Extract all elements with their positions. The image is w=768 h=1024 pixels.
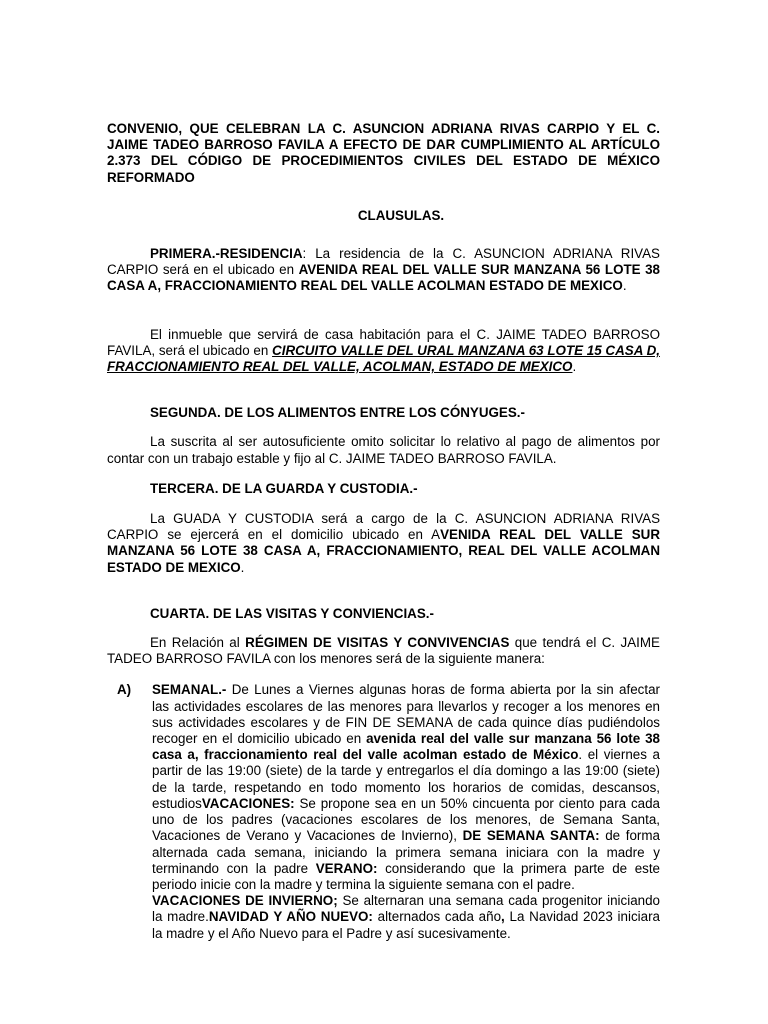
primera-text: : La residencia de la C. ASUNCION ADRIANA RIVAS CARPIO será en el ubicado en [107,246,660,278]
semana-santa-text: de forma alternada cada semana, iniciando la primera semana iniciara con la madre y terminando con la padre [152,828,660,876]
document-page [107,121,660,942]
cuarta-heading: CUARTA. DE LAS VISITAS Y CONVIENCIAS.- [150,605,434,621]
cuarta-intro-bold: RÉGIMEN DE VISITAS Y CONVIVENCIAS [245,635,510,651]
tercera-heading: TERCERA. DE LA GUARDA Y CUSTODIA.- [150,480,418,496]
vacaciones-label: VACACIONES: [201,795,295,811]
semana-santa-label: DE SEMANA SANTA: [462,828,600,844]
verano-label: VERANO: [315,860,378,876]
inmueble-end: . [572,359,577,375]
cuarta-intro [107,635,660,667]
semanal-text: De Lunes a Viernes algunas horas de forma abierta por la sin afectar las actividades escolares de las menores para llevarlos y recoger a los menores en sus actividades escolares y de FIN DE SEMANA de cada quince días pudiéndolos recoger en el domicilio ubicado en [152,682,660,747]
primera-label: PRIMERA.-RESIDENCIA [150,246,303,262]
navidad-label: NAVIDAD Y AÑO NUEVO: [208,909,373,925]
inmueble-text: El inmueble que servirá de casa habitación para el C. JAIME TADEO BARROSO FAVILA, será el ubicado en [107,326,660,358]
invierno-label: VACACIONES DE INVIERNO; [152,893,338,909]
tercera-end: . [240,559,245,575]
segunda-heading: SEGUNDA. DE LOS ALIMENTOS ENTRE LOS CÓNYUGES.- [150,405,525,421]
inmueble-paragraph [107,327,660,376]
cuarta-intro-text-2: que tendrá el C. JAIME TADEO BARROSO FAVILA con los menores será de la siguiente manera: [107,635,660,667]
semanal-text-2: . el viernes a partir de las 19:00 (siete) de la tarde y entregarlos el día domingo a las 19:00 (siete) de la tarde, respetando en todo momento los horarios de comidas, descansos, estudios [152,747,660,811]
list-item-a [107,682,660,941]
tercera-text: La GUADA Y CUSTODIA será a cargo de la C. ASUNCION ADRIANA RIVAS CARPIO se ejercerá en el domicilio ubicado en A [107,511,660,543]
list-marker-a: A) [117,682,132,698]
segunda-text: La suscrita al ser autosuficiente omito solicitar lo relativo al pago de alimentos por contar con un trabajo estable y fijo al C. JAIME TADEO BARROSO FAVILA. [107,434,660,466]
verano-text: considerando que la primera parte de este periodo inicie con la madre y termina la siguiente semana con el padre. [152,860,661,892]
vacaciones-text: Se propone sea en un 50% cincuenta por ciento para cada uno de los padres (vacaciones escolares de los menores, de Semana Santa, Vacaciones de Verano y Vacaciones de Invierno), [152,795,660,844]
semanal-label: SEMANAL.- [152,682,227,698]
invierno-text: Se alternaran una semana cada progenitor iniciando la madre. [152,893,660,925]
navidad-comma: , [501,909,505,925]
cuarta-intro-text: En Relación al [150,635,246,651]
tercera-clause [107,511,660,576]
primera-clause [107,246,660,295]
semanal-address: avenida real del valle sur manzana 56 lote 38 casa a, fraccionamiento real del valle acolman estado de México [152,731,660,763]
inmueble-address: CIRCUITO VALLE DEL URAL MANZANA 63 LOTE 15 CASA D, FRACCIONAMIENTO REAL DEL VALLE, ACOLMAN, ESTADO DE MEXICO [107,342,660,375]
document-title: CONVENIO, QUE CELEBRAN LA C. ASUNCION ADRIANA RIVAS CARPIO Y EL C. JAIME TADEO BARROSO FAVILA A EFECTO DE DAR CUMPLIMIENTO AL ARTÍCULO 2.373 DEL CÓDIGO DE PROCEDIMIENTOS CIVILES DEL ESTADO DE MÉXICO REFORMADO [107,121,660,185]
tercera-address: VENIDA REAL DEL VALLE SUR MANZANA 56 LOTE 38 CASA A, FRACCIONAMIENTO, REAL DEL VALLE ACOLMAN ESTADO DE MEXICO [107,527,660,575]
primera-end: . [622,278,627,294]
navidad-text-2: La Navidad 2023 iniciara la madre y el Año Nuevo para el Padre y así sucesivamente. [152,909,660,941]
primera-address: AVENIDA REAL DEL VALLE SUR MANZANA 56 LOTE 38 CASA A, FRACCIONAMIENTO REAL DEL VALLE ACOLMAN ESTADO DE MEXICO [107,262,660,294]
navidad-text: alternados cada año [372,909,502,925]
clausulas-heading: CLAUSULAS. [357,207,445,223]
